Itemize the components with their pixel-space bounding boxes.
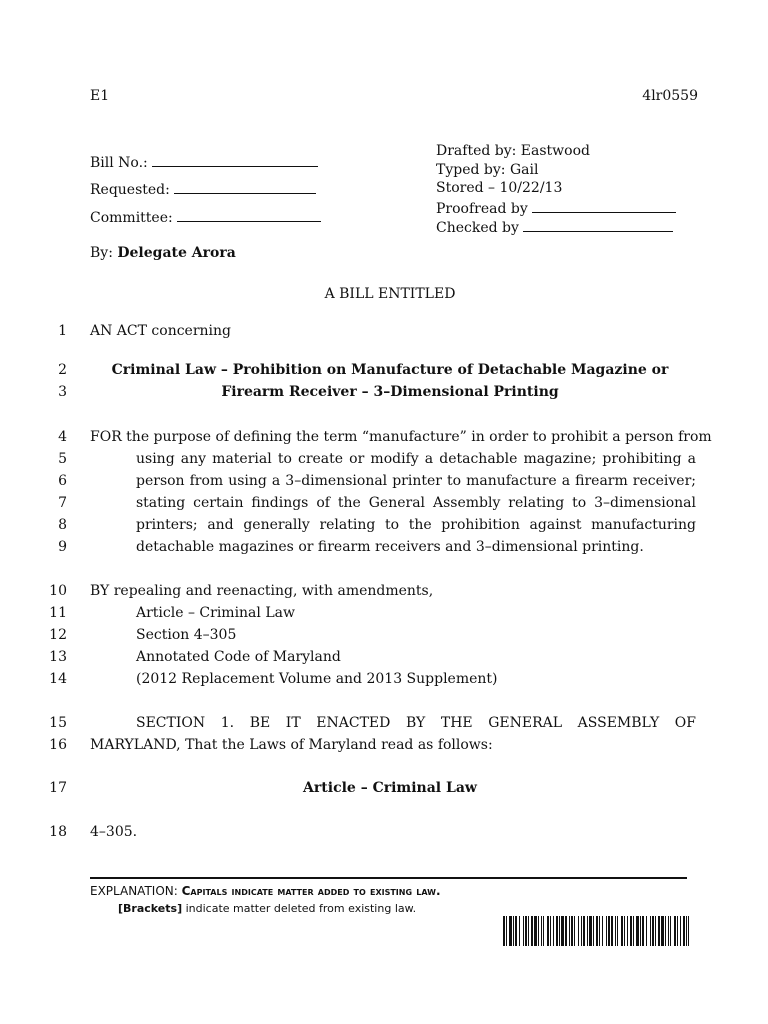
proofread-row — [436, 199, 676, 217]
line-number: 5 — [58, 451, 67, 467]
committee-blank — [177, 208, 321, 222]
line-number: 17 — [49, 780, 67, 796]
explanation-brackets-text: indicate matter deleted from existing law. — [185, 902, 417, 915]
repealing-line-10: BY repealing and reenacting, with amendments, — [90, 583, 434, 599]
line-number: 12 — [49, 627, 67, 643]
line-number: 18 — [49, 824, 67, 840]
requested-label: Requested: — [90, 182, 170, 198]
section-number: 4–305. — [90, 824, 138, 840]
bill-no-row — [90, 153, 318, 171]
bill-code-right: 4lr0559 — [642, 88, 698, 104]
repealing-section: Section 4–305 — [136, 627, 237, 643]
sponsor-line — [90, 245, 236, 261]
explanation-label: EXPLANATION: — [90, 884, 178, 898]
line-number: 2 — [58, 362, 67, 378]
committee-row — [90, 208, 321, 226]
line-number: 15 — [49, 715, 67, 731]
explanation-brackets: [Brackets] — [118, 902, 183, 915]
line-number: 9 — [58, 539, 67, 555]
proofread-blank — [532, 199, 676, 213]
line-number: 14 — [49, 671, 67, 687]
section-1-line-15: SECTION 1. BE IT ENACTED BY THE GENERAL ASSEMBLY OF — [136, 715, 696, 731]
line-number: 11 — [49, 605, 67, 621]
explanation-line-2 — [118, 902, 416, 915]
sponsor-name: Delegate Arora — [117, 245, 236, 261]
bill-title-line-1: Criminal Law – Prohibition on Manufacture of Detachable Magazine or — [111, 362, 669, 378]
bill-no-label: Bill No.: — [90, 155, 148, 171]
line-number: 3 — [58, 384, 67, 400]
typed-by: Typed by: Gail — [436, 162, 539, 178]
purpose-line-7: stating certain findings of the General Assembly relating to 3–dimensional — [136, 495, 696, 511]
line-number: 1 — [58, 323, 67, 339]
act-concerning: AN ACT concerning — [90, 323, 231, 339]
barcode-image — [503, 916, 689, 946]
repealing-article: Article – Criminal Law — [136, 605, 295, 621]
purpose-line-9: detachable magazines or firearm receivers and 3–dimensional printing. — [136, 539, 644, 555]
bill-no-blank — [152, 153, 318, 167]
checked-row — [436, 218, 673, 236]
purpose-line-4: FOR the purpose of defining the term “manufacture” in order to prohibit a person from — [90, 429, 712, 445]
committee-label: Committee: — [90, 210, 173, 226]
purpose-line-5: using any material to create or modify a detachable magazine; prohibiting a — [136, 451, 696, 467]
explanation-line-1 — [90, 884, 441, 898]
explanation-capitals: Capitals indicate matter added to existing law. — [181, 884, 441, 898]
bill-entitled-heading: A BILL ENTITLED — [324, 286, 456, 302]
bill-code-left: E1 — [90, 88, 110, 104]
stored-date: Stored – 10/22/13 — [436, 180, 563, 196]
repealing-volume: (2012 Replacement Volume and 2013 Supplement) — [136, 671, 498, 687]
article-heading: Article – Criminal Law — [303, 780, 477, 796]
purpose-line-6: person from using a 3–dimensional printer to manufacture a firearm receiver; — [136, 473, 696, 489]
bill-title-line-2: Firearm Receiver – 3–Dimensional Printing — [221, 384, 559, 400]
requested-blank — [174, 180, 316, 194]
drafted-by: Drafted by: Eastwood — [436, 143, 590, 159]
section-1-line-16: MARYLAND, That the Laws of Maryland read as follows: — [90, 737, 493, 753]
proofread-label: Proofread by — [436, 201, 528, 217]
line-number: 4 — [58, 429, 67, 445]
footer-rule — [90, 877, 687, 879]
checked-label: Checked by — [436, 220, 519, 236]
line-number: 10 — [49, 583, 67, 599]
purpose-line-8: printers; and generally relating to the prohibition against manufacturing — [136, 517, 696, 533]
line-number: 16 — [49, 737, 67, 753]
sponsor-label: By: — [90, 245, 113, 261]
checked-blank — [523, 218, 673, 232]
line-number: 8 — [58, 517, 67, 533]
line-number: 6 — [58, 473, 67, 489]
line-number: 13 — [49, 649, 67, 665]
requested-row — [90, 180, 316, 198]
line-number: 7 — [58, 495, 67, 511]
repealing-code: Annotated Code of Maryland — [136, 649, 341, 665]
